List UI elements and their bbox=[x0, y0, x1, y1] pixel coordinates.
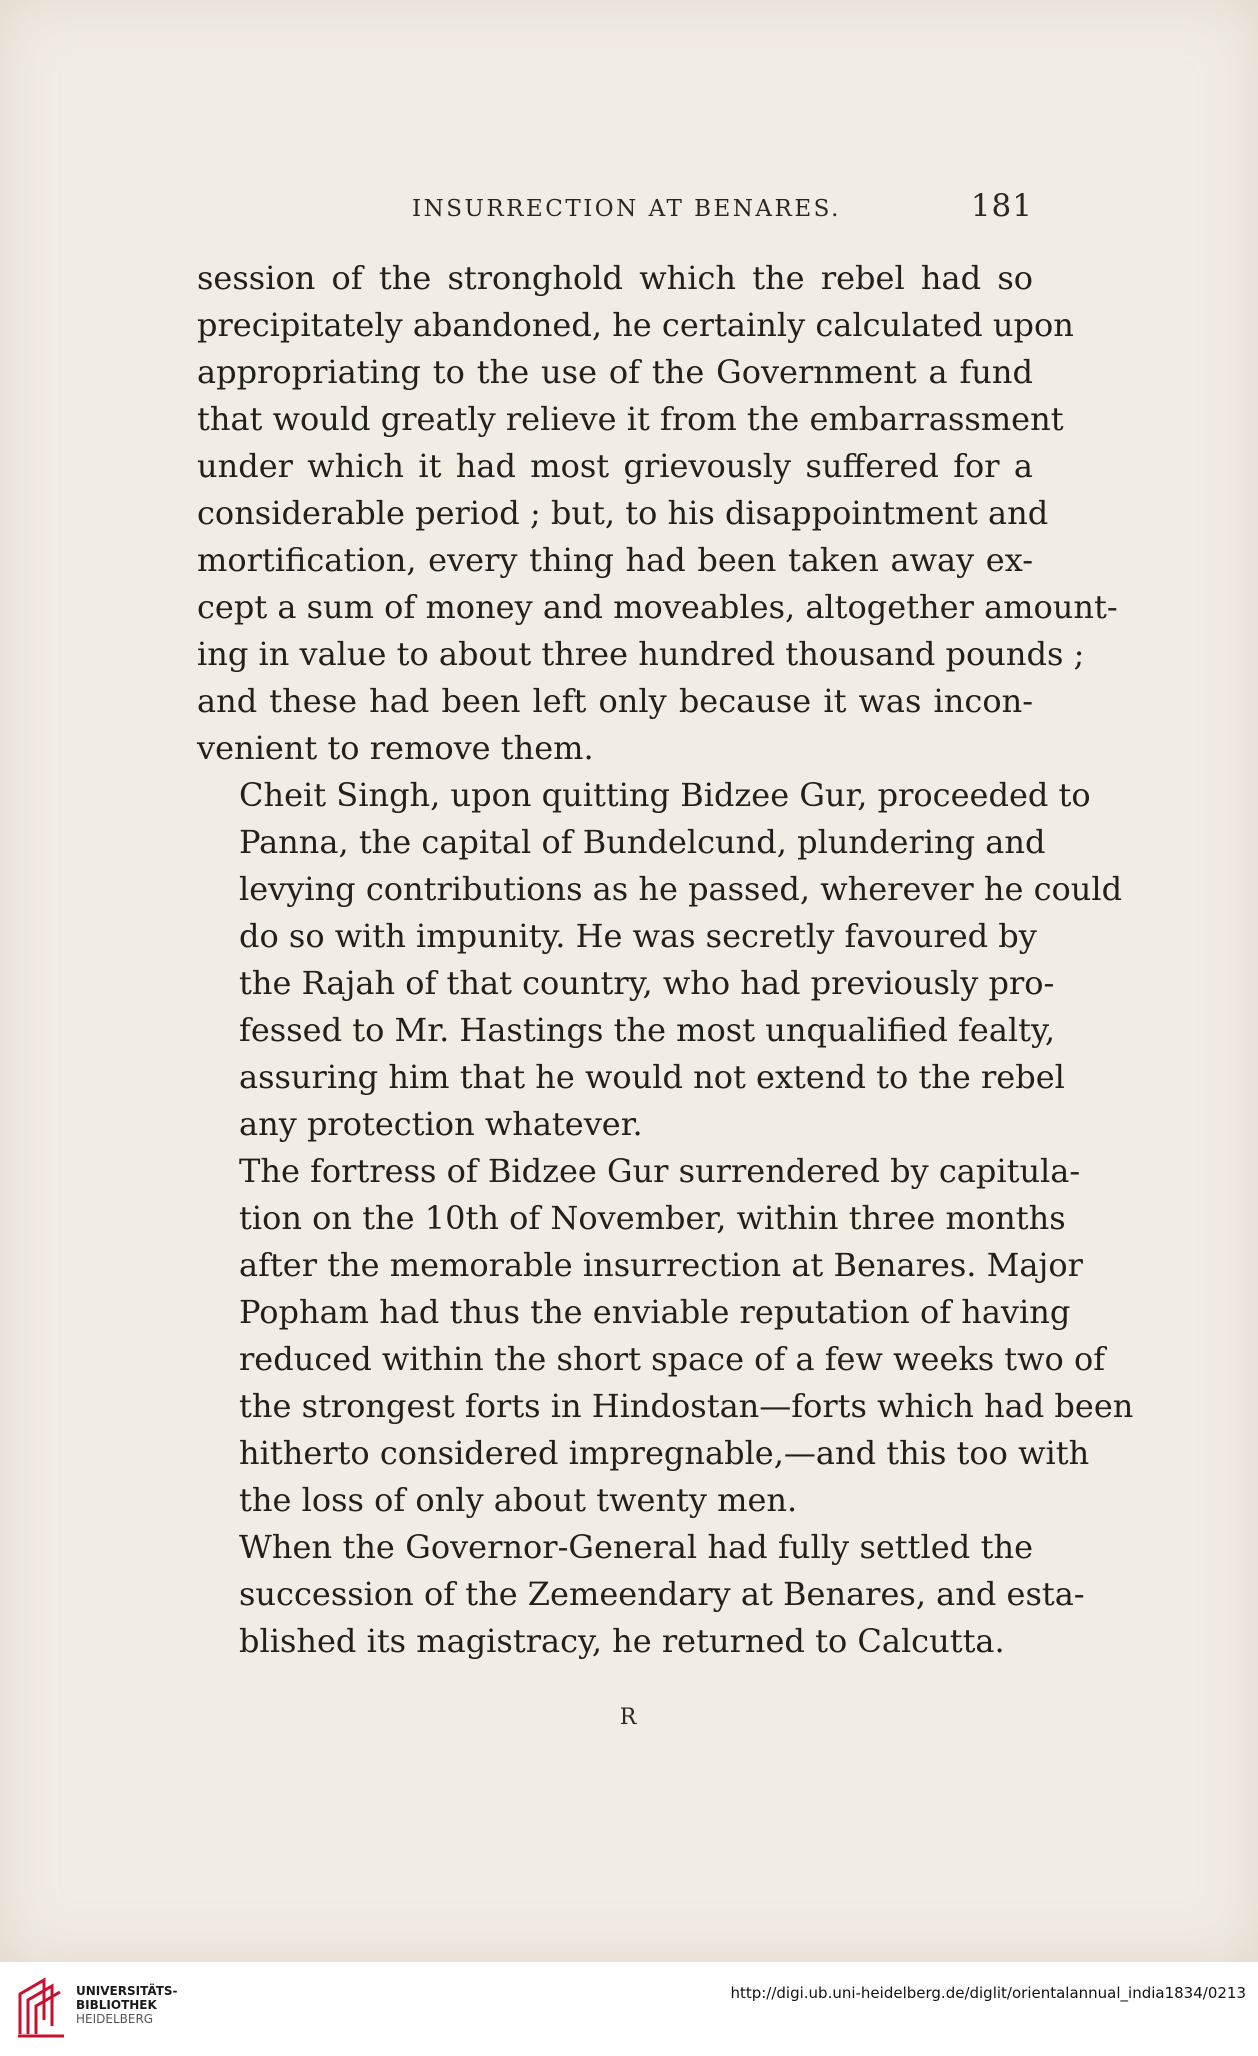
text-line: cept a sum of money and moveables, altogether amount- bbox=[197, 588, 1118, 626]
text-line: the Rajah of that country, who had previously pro- bbox=[239, 964, 1055, 1002]
text-line: Cheit Singh, upon quitting Bidzee Gur, proceeded to bbox=[239, 776, 1091, 814]
text-line: hitherto considered impregnable,—and this too with bbox=[239, 1434, 1090, 1472]
text-line: venient to remove them. bbox=[197, 729, 594, 767]
text-line: the strongest forts in Hindostan—forts which had been bbox=[239, 1387, 1134, 1425]
text-line: The fortress of Bidzee Gur surrendered by capitula- bbox=[239, 1152, 1081, 1190]
text-line: any protection whatever. bbox=[239, 1105, 643, 1143]
text-line: do so with impunity. He was secretly favoured by bbox=[239, 917, 1037, 955]
text-line: under which it had most grievously suffered for a bbox=[197, 447, 1033, 485]
text-line: session of the stronghold which the rebel had so bbox=[197, 259, 1033, 297]
text-line: after the memorable insurrection at Benares. Major bbox=[239, 1246, 1083, 1284]
text-line: mortification, every thing had been taken away ex- bbox=[197, 541, 1033, 579]
text-line: considerable period ; but, to his disappointment and bbox=[197, 494, 1049, 532]
paragraph bbox=[197, 255, 1118, 772]
text-line: and these had been left only because it was incon- bbox=[197, 682, 1033, 720]
paragraph bbox=[197, 772, 1123, 1148]
digitization-footer bbox=[0, 1962, 1258, 2056]
text-line: Panna, the capital of Bundelcund, plundering and bbox=[239, 823, 1046, 861]
text-line: fessed to Mr. Hastings the most unqualified fealty, bbox=[239, 1011, 1055, 1049]
text-line: succession of the Zemeendary at Benares, and esta- bbox=[239, 1575, 1085, 1613]
text-line: precipitately abandoned, he certainly calculated upon bbox=[197, 306, 1074, 344]
library-name bbox=[76, 1984, 178, 2026]
library-name-line: BIBLIOTHEK bbox=[76, 1998, 157, 2012]
text-line: When the Governor-General had fully settled the bbox=[239, 1528, 1033, 1566]
text-line: that would greatly relieve it from the embarrassment bbox=[197, 400, 1064, 438]
text-line: reduced within the short space of a few weeks two of bbox=[239, 1340, 1106, 1378]
source-url-link[interactable]: http://digi.ub.uni-heidelberg.de/diglit/orientalannual_india1834/0213 bbox=[730, 1984, 1246, 2002]
text-line: the loss of only about twenty men. bbox=[239, 1481, 798, 1519]
text-line: blished its magistracy, he returned to Calcutta. bbox=[239, 1622, 1005, 1660]
signature-mark: R bbox=[619, 1705, 639, 1730]
text-line: appropriating to the use of the Government a fund bbox=[197, 353, 1033, 391]
text-line: levying contributions as he passed, wherever he could bbox=[239, 870, 1123, 908]
paragraph bbox=[197, 1148, 1134, 1524]
text-line: tion on the 10th of November, within three months bbox=[239, 1199, 1066, 1237]
running-title: INSURRECTION AT BENARES. bbox=[412, 196, 841, 222]
page-header bbox=[197, 188, 1033, 238]
paragraph bbox=[197, 1524, 1085, 1665]
text-line: ing in value to about three hundred thousand pounds ; bbox=[197, 635, 1085, 673]
text-line: assuring him that he would not extend to the rebel bbox=[239, 1058, 1065, 1096]
text-line: Popham had thus the enviable reputation of having bbox=[239, 1293, 1071, 1331]
library-name-line: UNIVERSITÄTS- bbox=[76, 1984, 178, 1998]
page-number: 181 bbox=[970, 188, 1033, 224]
library-name-line: HEIDELBERG bbox=[76, 2012, 154, 2026]
body-text bbox=[197, 255, 1134, 1665]
library-logo-icon bbox=[14, 1972, 70, 2040]
